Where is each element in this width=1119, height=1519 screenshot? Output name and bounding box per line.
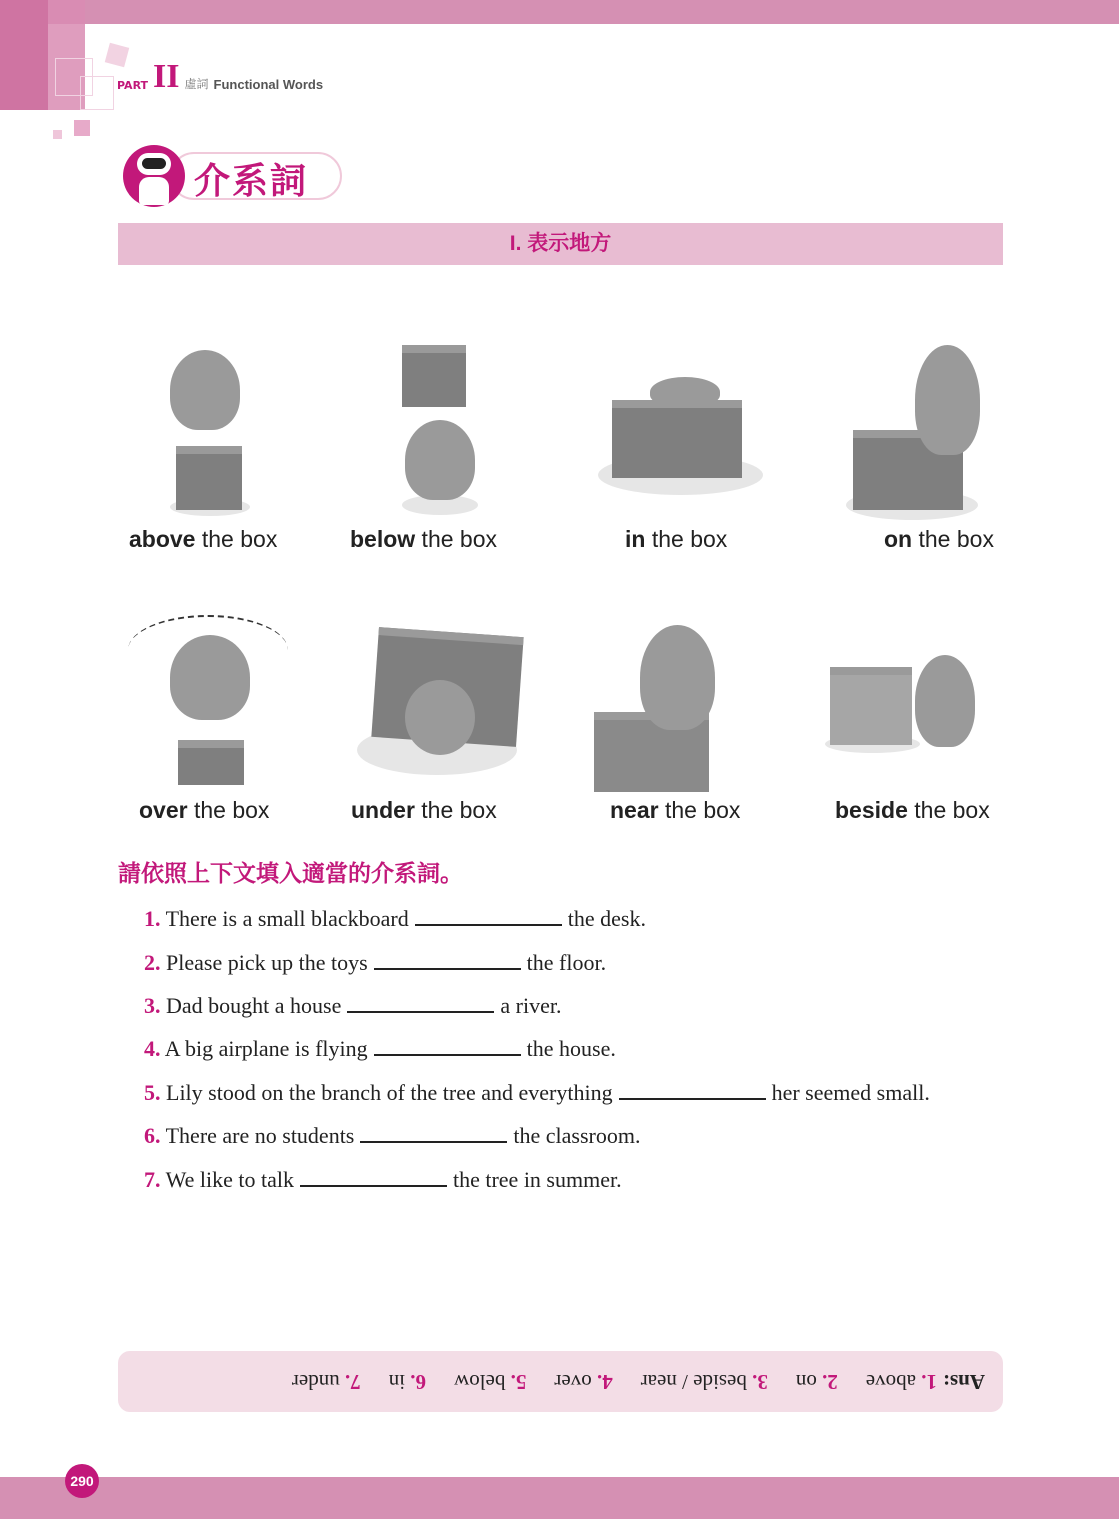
question-2: 2. Please pick up the toys the floor. [144, 950, 607, 975]
chapter-en: Functional Words [213, 77, 324, 92]
answer-2: 2. on [795, 1370, 838, 1394]
box-illustration [830, 667, 912, 745]
answer-blank [347, 995, 494, 1013]
dino-illustration [915, 345, 980, 455]
question-7: 7. We like to talk the tree in summer. [144, 1167, 622, 1192]
dino-illustration [405, 420, 475, 500]
question-5: 5. Lily stood on the branch of the tree and everything her seemed small. [144, 1080, 930, 1105]
answer-6: 6. in [388, 1370, 427, 1394]
caption-over: over the box [139, 797, 270, 823]
dino-illustration [915, 655, 975, 747]
answer-blank [300, 1169, 447, 1187]
caption-below: below the box [350, 526, 498, 552]
corner-decoration [0, 0, 48, 110]
answer-blank [415, 908, 562, 926]
question-1: 1. There is a small blackboard the desk. [144, 906, 646, 931]
answer-blank [619, 1082, 766, 1100]
question-6: 6. There are no students the classroom. [144, 1123, 641, 1148]
answer-blank [360, 1125, 507, 1143]
caption-on: on the box [884, 526, 994, 552]
top-bar [0, 0, 1119, 24]
running-header [117, 58, 324, 95]
page-number: 290 [65, 1464, 99, 1498]
dino-illustration [640, 625, 715, 730]
dino-illustration [650, 377, 720, 407]
chapter-zh: 虛詞 [184, 77, 209, 91]
answer-3: 3. beside / near [640, 1370, 768, 1394]
question-4: 4. A big airplane is flying the house. [144, 1036, 616, 1061]
box-illustration [402, 345, 466, 407]
box-illustration [178, 740, 244, 785]
answer-blank [374, 952, 521, 970]
caption-beside: beside the box [835, 797, 990, 823]
answer-box [118, 1351, 1003, 1412]
question-3: 3. Dad bought a house a river. [144, 993, 562, 1018]
box-illustration [612, 400, 742, 478]
dino-illustration [170, 635, 250, 720]
exercise-instruction: 請依照上下文填入適當的介系詞。 [118, 860, 463, 886]
dino-illustration [405, 680, 475, 755]
answer-label: Ans: [942, 1370, 985, 1394]
answer-5: 5. below [454, 1370, 527, 1394]
part-label: PART [117, 79, 149, 92]
caption-near: near the box [610, 797, 741, 823]
corner-decoration [80, 76, 114, 110]
section-heading: I. 表示地方 [118, 223, 1003, 265]
caption-above: above the box [129, 526, 278, 552]
answer-4: 4. over [554, 1370, 613, 1394]
answer-1: 1. above [865, 1370, 937, 1394]
caption-in: in the box [625, 526, 728, 552]
bottom-bar [0, 1477, 1119, 1519]
answer-blank [374, 1038, 521, 1056]
dino-illustration [170, 350, 240, 430]
page-title: 介系詞 [194, 160, 309, 201]
box-illustration [176, 446, 242, 510]
part-number: II [153, 58, 180, 95]
answer-7: 7. under [291, 1370, 361, 1394]
robot-icon [123, 145, 185, 207]
caption-under: under the box [351, 797, 497, 823]
corner-decoration [53, 130, 62, 139]
corner-decoration [74, 120, 90, 136]
upside-down-answers [118, 1351, 1003, 1412]
